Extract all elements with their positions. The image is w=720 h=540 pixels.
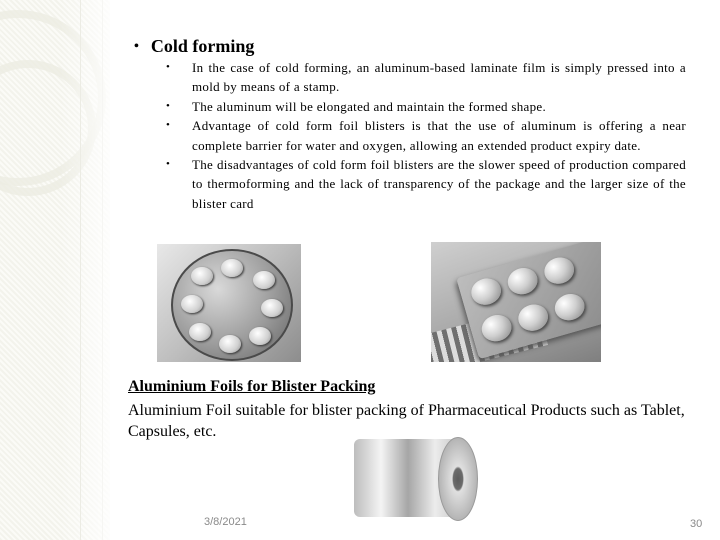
bullet-icon: • [166, 158, 171, 171]
blister-bump [541, 254, 577, 287]
bullet-icon: • [134, 38, 139, 54]
slide-heading [134, 36, 254, 57]
bullet-icon: • [166, 61, 171, 73]
blister-bump [505, 264, 541, 297]
list-item [166, 97, 686, 116]
blister-bump [479, 311, 515, 344]
bullet-list [166, 58, 686, 213]
blister-cavity [249, 327, 271, 345]
blister-cavity [189, 323, 211, 341]
list-item-text: The disadvantages of cold form foil blisters are the slower speed of production compared to thermoforming and the lack of transparency of the package and the larger size of the blister card [192, 157, 686, 211]
blister-cavity [181, 295, 203, 313]
blister-cavity [261, 299, 283, 317]
list-item-text: The aluminum will be elongated and maintain the formed shape. [192, 98, 547, 114]
section-title: Aluminium Foils for Blister Packing [128, 378, 376, 395]
footer-date: 3/8/2021 [204, 516, 247, 528]
list-item-text: In the case of cold forming, an aluminum-based laminate film is simply pressed into a mold by means of a stamp. [192, 60, 686, 95]
aluminium-foil-roll-image [344, 433, 488, 525]
bullet-icon: • [166, 99, 171, 112]
list-item [166, 116, 686, 155]
blister-card-image [431, 242, 601, 362]
blister-disc-image [157, 244, 301, 362]
page-number: 30 [690, 518, 703, 530]
decorative-fade [60, 0, 120, 540]
bullet-icon: • [166, 119, 171, 132]
foil-roll-end [438, 437, 478, 521]
list-item-text: Advantage of cold form foil blisters is that the use of aluminum is offering a near complete barrier for water and oxygen, allowing an extended product expiry date. [192, 118, 686, 153]
blister-cavity [221, 259, 243, 277]
blister-cavity [219, 335, 241, 353]
heading-text: Cold forming [150, 36, 255, 56]
blister-bump [552, 291, 588, 324]
list-item [166, 58, 686, 97]
section-body: Aluminium Foil suitable for blister packing of Pharmaceutical Products such as Tablet, Capsules, etc. [128, 402, 685, 440]
blister-bump [468, 275, 504, 308]
blister-bump [515, 301, 551, 334]
blister-cavity [253, 271, 275, 289]
blister-disc [171, 249, 293, 361]
blister-cavity [191, 267, 213, 285]
blister-card [456, 242, 601, 359]
list-item [166, 155, 686, 213]
